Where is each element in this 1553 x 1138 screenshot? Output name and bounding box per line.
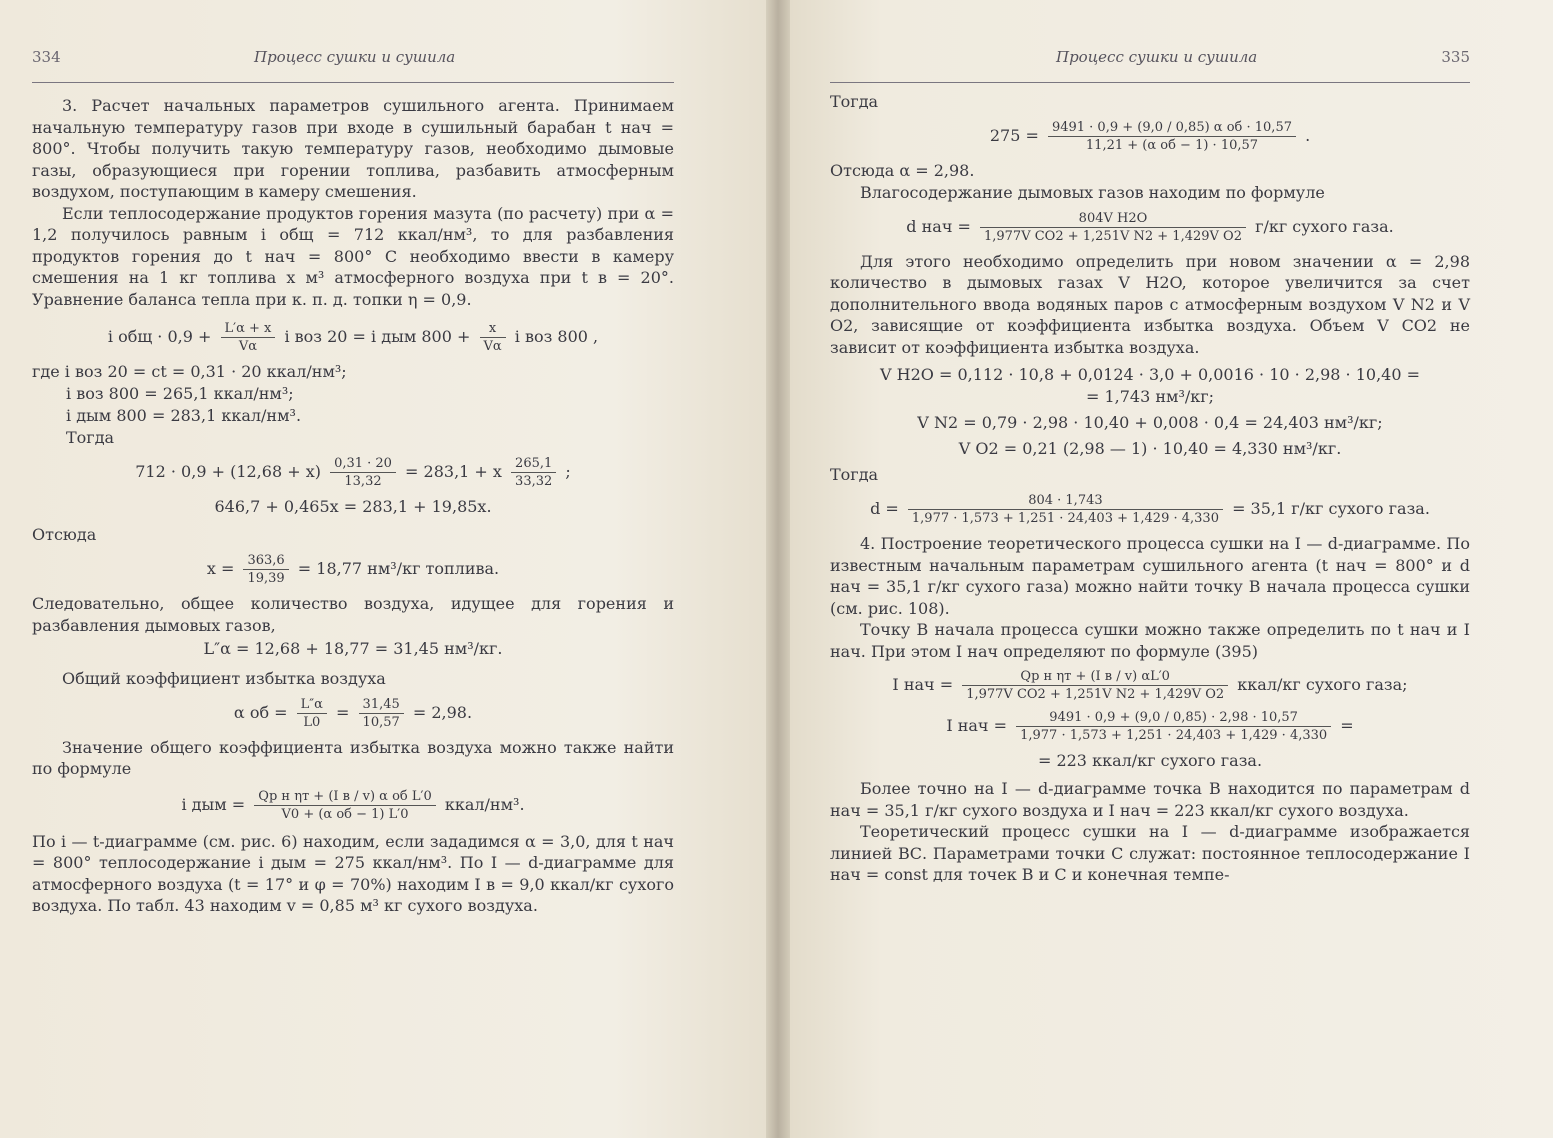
- fraction-numerator: Qр н ηт + (I в / v) α об L′0: [254, 788, 435, 806]
- fraction-denominator: 1,977 · 1,573 + 1,251 · 24,403 + 1,429 · 4,330: [1020, 728, 1328, 743]
- equation-part: I нач =: [892, 675, 954, 694]
- definition: i дым 800 = 283,1 ккал/нм³.: [66, 406, 302, 425]
- equation-part: ;: [565, 462, 571, 481]
- paragraph: 3. Расчет начальных параметров сушильного агента. Принимаем начальную температуру газов при входе в сушильный барабан t нач = 800°. Чтобы получить такую температуру газов, необходимо дымовые газы, образующиеся при горении топлива, разбавить атмосферным воздухом, поступающим в камеру смешения.: [32, 96, 674, 201]
- fraction-denominator: 1,977V CO2 + 1,251V N2 + 1,429V O2: [966, 687, 1225, 702]
- equation-part: .: [1305, 126, 1311, 145]
- equation: = 1,743 нм³/кг;: [1085, 387, 1215, 406]
- equation: L″α = 12,68 + 18,77 = 31,45 нм³/кг.: [203, 639, 503, 658]
- equation: [830, 709, 1470, 744]
- fraction-numerator: 9491 · 0,9 + (9,0 / 0,85) α об · 10,57: [1048, 119, 1296, 137]
- definition: i воз 800 = 265,1 ккал/нм³;: [66, 384, 294, 403]
- fraction-denominator: L0: [303, 714, 321, 730]
- equation: [32, 552, 674, 587]
- equation-part: ккал/нм³.: [444, 794, 525, 814]
- fraction-denominator: Vα: [238, 339, 258, 354]
- equation-part: г/кг сухого газа.: [1255, 216, 1394, 236]
- equation-part: I нач =: [946, 716, 1007, 735]
- equation-part: i воз 800 ,: [514, 327, 599, 346]
- fraction-denominator: Vα: [483, 339, 502, 354]
- fraction-numerator: 265,1: [511, 455, 556, 473]
- equation: [830, 492, 1470, 527]
- equation-part: i дым =: [181, 794, 246, 814]
- equation-part: =: [1340, 716, 1354, 735]
- equation: V H2O = 0,112 · 10,8 + 0,0124 · 3,0 + 0,0016 · 10 · 2,98 · 10,40 =: [879, 365, 1421, 384]
- equation-part: ккал/кг сухого газа;: [1237, 675, 1408, 694]
- left-page-header: [32, 42, 674, 83]
- paragraph: Для этого необходимо определить при новом значении α = 2,98 количество в дымовых газах V H2O, которое увеличится за счет дополнительного ввода водяных паров с атмосферным воздухом V N2 и V O2, зависящие от коэффициента избытка воздуха. Объем V CO2 не зависит от коэффициента избытка воздуха.: [830, 251, 1470, 357]
- paragraph: Следовательно, общее количество воздуха, идущее для горения и разбавления дымовых газов,: [32, 594, 674, 635]
- page-number: 335: [1441, 48, 1470, 66]
- fraction-numerator: 804 · 1,743: [908, 492, 1223, 510]
- equation-part: x =: [206, 559, 235, 578]
- equation-part: 275 =: [989, 126, 1039, 145]
- paragraph: 4. Построение теоретического процесса сушки на I — d-диаграмме. По известным начальным параметрам сушильного агента (t нач = 800° и d нач = 35,1 г/кг сухого газа) можно найти точку В начала процесса сушки (см. рис. 108).: [830, 534, 1470, 618]
- fraction-numerator: x: [480, 320, 506, 338]
- fraction-numerator: 363,6: [243, 552, 288, 570]
- equation: = 223 ккал/кг сухого газа.: [1037, 751, 1263, 770]
- equation: [32, 696, 674, 731]
- equation-part: = 283,1 + x: [405, 462, 502, 481]
- equation-part: = 2,98.: [412, 702, 473, 722]
- fraction-denominator: 13,32: [344, 474, 382, 489]
- fraction-numerator: L′α + x: [221, 320, 276, 338]
- fraction-denominator: 1,977 · 1,573 + 1,251 · 24,403 + 1,429 · 4,330: [911, 511, 1219, 526]
- left-page: [0, 0, 766, 1138]
- equation: [32, 788, 674, 823]
- equation-part: = 18,77 нм³/кг топлива.: [297, 559, 500, 578]
- equation-part: = 35,1 г/кг сухого газа.: [1232, 499, 1430, 518]
- equation: [32, 320, 674, 355]
- running-title: Процесс сушки и сушила: [254, 48, 456, 66]
- fraction-denominator: 10,57: [362, 714, 400, 730]
- fraction-denominator: 11,21 + (α об − 1) · 10,57: [1085, 138, 1259, 153]
- fraction-denominator: V0 + (α об − 1) L′0: [281, 806, 409, 822]
- label-then: Тогда: [830, 92, 879, 111]
- fraction-numerator: 804V H2O: [980, 210, 1246, 228]
- paragraph: Если теплосодержание продуктов горения мазута (по расчету) при α = 1,2 получилось равным i общ = 712 ккал/нм³, то для разбавления продуктов горения до t нач = 800° С необходимо ввести в камеру смешения на 1 кг топлива x м³ атмосферного воздуха при t в = 20°. Уравнение баланса тепла при к. п. д. топки η = 0,9.: [32, 203, 674, 309]
- equation: 646,7 + 0,465x = 283,1 + 19,85x.: [214, 497, 492, 516]
- page-number: 334: [32, 48, 61, 66]
- equation: [830, 210, 1470, 245]
- running-title: Процесс сушки и сушила: [1056, 48, 1258, 66]
- book-gutter: [766, 0, 790, 1138]
- equation-part: i воз 20 = i дым 800 +: [284, 327, 471, 346]
- fraction-numerator: 31,45: [359, 696, 404, 714]
- right-page-header: [830, 42, 1470, 83]
- fraction-numerator: L″α: [297, 696, 327, 714]
- paragraph: Точку В начала процесса сушки можно также определить по t нач и I нач. При этом I нач определяют по формуле (395): [830, 620, 1470, 661]
- paragraph: Влагосодержание дымовых газов находим по формуле: [860, 183, 1325, 202]
- equation-part: =: [336, 702, 350, 722]
- equation: [32, 455, 674, 490]
- equation-part: 712 · 0,9 + (12,68 + x): [135, 462, 321, 481]
- paragraph: По i — t-диаграмме (см. рис. 6) находим, если зададимся α = 3,0, для t нач = 800° теплосодержание i дым = 275 ккал/нм³. По I — d-диаграмме для атмосферного воздуха (t = 17° и φ = 70%) находим I в = 9,0 ккал/кг сухого воздуха. По табл. 43 находим v = 0,85 м³ кг сухого воздуха.: [32, 831, 674, 915]
- equation-part: α об =: [233, 702, 288, 722]
- paragraph: Общий коэффициент избытка воздуха: [62, 669, 386, 688]
- label-hence: Отсюда α = 2,98.: [830, 161, 975, 180]
- equation: [830, 668, 1470, 703]
- equation-part: d нач =: [906, 216, 971, 236]
- paragraph: Значение общего коэффициента избытка воздуха можно также найти по формуле: [32, 737, 674, 778]
- definition: где i воз 20 = ct = 0,31 · 20 ккал/нм³;: [32, 362, 347, 381]
- fraction-denominator: 33,32: [515, 474, 553, 489]
- right-page: [790, 0, 1553, 1138]
- paragraph: Более точно на I — d-диаграмме точка В находится по параметрам d нач = 35,1 г/кг сухого воздуха и I нач = 223 ккал/кг сухого воздуха.: [830, 779, 1470, 820]
- label-then: Тогда: [830, 465, 879, 484]
- label-hence: Отсюда: [32, 525, 97, 544]
- equation-part: d =: [870, 499, 899, 518]
- paragraph: Теоретический процесс сушки на I — d-диаграмме изображается линией ВС. Параметрами точки С служат: постоянное теплосодержание I нач = const для точек В и С и конечная темпе-: [830, 822, 1470, 884]
- fraction-numerator: 0,31 · 20: [330, 455, 396, 473]
- fraction-denominator: 19,39: [247, 571, 285, 586]
- equation: V O2 = 0,21 (2,98 — 1) · 10,40 = 4,330 нм³/кг.: [958, 439, 1342, 458]
- fraction-denominator: 1,977V CO2 + 1,251V N2 + 1,429V O2: [983, 228, 1242, 244]
- equation: [830, 119, 1470, 154]
- equation-part: i общ · 0,9 +: [107, 327, 212, 346]
- fraction-numerator: Qр н ηт + (I в / v) αL′0: [962, 668, 1228, 686]
- fraction-numerator: 9491 · 0,9 + (9,0 / 0,85) · 2,98 · 10,57: [1016, 709, 1331, 727]
- equation: V N2 = 0,79 · 2,98 · 10,40 + 0,008 · 0,4 = 24,403 нм³/кг;: [917, 413, 1383, 432]
- label-then: Тогда: [66, 428, 115, 447]
